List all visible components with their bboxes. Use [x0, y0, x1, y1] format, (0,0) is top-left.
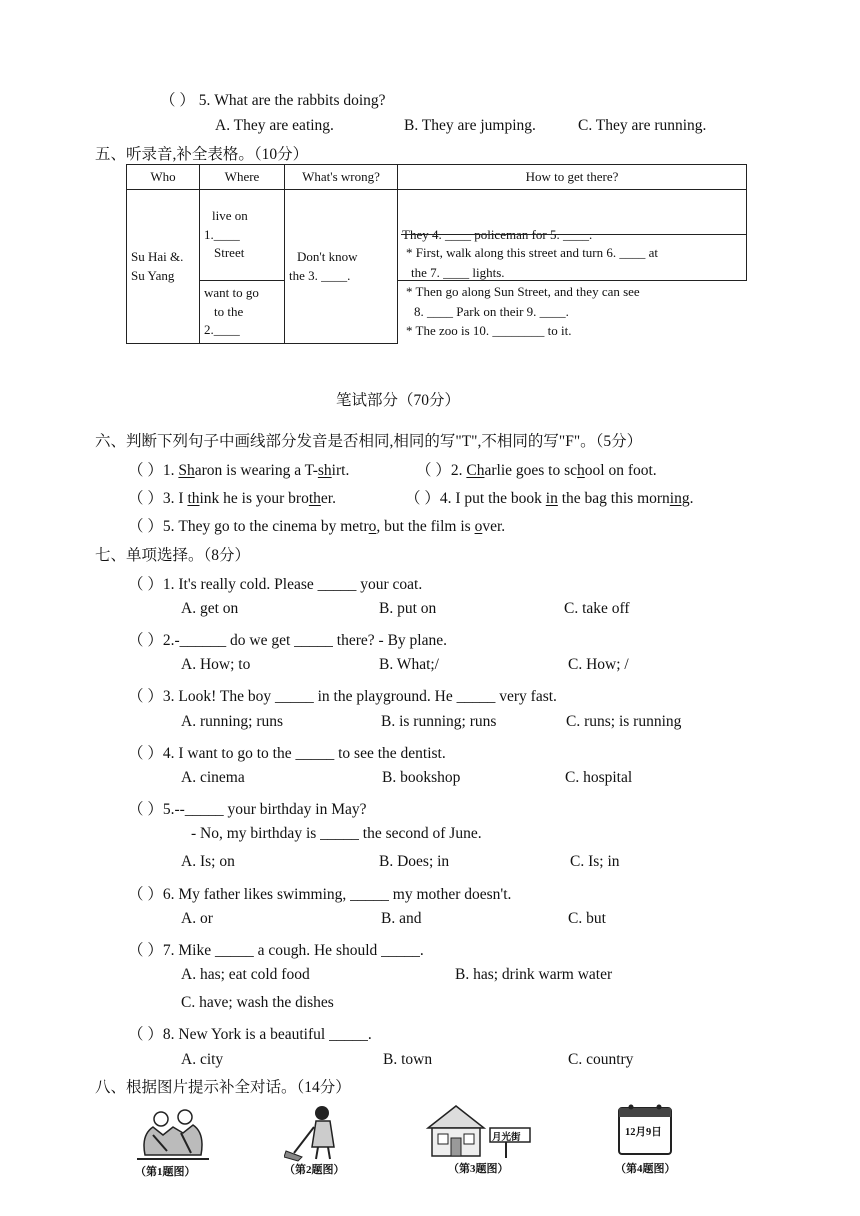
mc-q1: （ ）1. It's really cold. Please _____ your coat. [128, 576, 423, 593]
section8-title: 八、根据图片提示补全对话。（14分） [95, 1079, 351, 1096]
mc-q5-a: A. Is; on [181, 853, 235, 870]
mc-q3: （ ）3. Look! The boy _____ in the playground. He _____ very fast. [128, 688, 557, 705]
option-b: B. They are jumping. [404, 117, 536, 134]
option-c: C. They are running. [578, 117, 707, 134]
mc-q8-a: A. city [181, 1051, 224, 1068]
mc-q4: （ ）4. I want to go to the _____ to see the dentist. [128, 745, 446, 762]
option-a: A. They are eating. [215, 117, 334, 134]
mc-q6: （ ）6. My father likes swimming, _____ my mother doesn't. [128, 886, 512, 903]
caption-2: （第2题图） [284, 1164, 345, 1176]
mc-q3-a: A. running; runs [181, 713, 284, 730]
section6-row1: （ ）1. Sharon is wearing a T-shirt. [128, 462, 350, 479]
mc-q1-c: C. take off [564, 600, 630, 617]
mc-q6-b: B. and [381, 910, 422, 927]
answer-paren: （ ） [160, 92, 195, 109]
mc-q2-c: C. How; / [568, 656, 629, 673]
sweeping-girl-icon [284, 1103, 354, 1163]
mc-q1-b: B. put on [379, 600, 437, 617]
picture-2 [284, 1103, 354, 1177]
picture-3 [422, 1102, 534, 1176]
mc-q7-b: B. has; drink warm water [455, 966, 613, 983]
people-icon [133, 1105, 213, 1163]
mc-q5-c: C. Is; in [570, 853, 620, 870]
cell-how-bottom-text: * First, walk along this street and turn 6. ____ at the 7. ____ lights. * Then go along Sun Street, and they can see 8. ____ Park on their 9. ____. * The zoo is 10. ________ to it. [401, 234, 747, 353]
mc-q5-b: B. Does; in [379, 853, 450, 870]
mc-q3-b: B. is running; runs [381, 713, 497, 730]
mc-q7: （ ）7. Mike _____ a cough. He should _____. [128, 942, 424, 959]
section6-q3: （ ）3. I think he is your brother. [128, 490, 336, 507]
mc-q8-c: C. country [568, 1051, 634, 1068]
cell-who: Su Hai &. Su Yang [127, 190, 200, 344]
section6-q5: （ ）5. They go to the cinema by metro, but the film is over. [128, 518, 506, 535]
mc-q4-c: C. hospital [565, 769, 633, 786]
header-how: How to get there? [398, 165, 747, 190]
section6-q2: （ ）2. Charlie goes to school on foot. [416, 462, 657, 479]
header-where: Where [200, 165, 285, 190]
section5-title: 五、听录音,补全表格。（10分） [95, 146, 309, 163]
mc-q2: （ ）2.-______ do we get _____ there? - By plane. [128, 632, 447, 649]
written-title: 笔试部分（70分） [336, 392, 461, 409]
listening-q5 [160, 88, 386, 110]
header-who: Who [127, 165, 200, 190]
cell-how-top: They 4. ____ policeman for 5. ____. [398, 190, 747, 281]
picture-1 [133, 1105, 213, 1177]
section6-title: 六、判断下列句子中画线部分发音是否相同,相同的写"T",不相同的写"F"。（5分） [95, 433, 643, 450]
mc-q4-b: B. bookshop [382, 769, 461, 786]
mc-q7-c: C. have; wash the dishes [181, 994, 334, 1011]
cell-where-top: live on 1.____ Street [200, 190, 285, 281]
section7-title: 七、单项选择。（8分） [95, 547, 251, 564]
mc-q4-a: A. cinema [181, 769, 245, 786]
mc-q1-a: A. get on [181, 600, 239, 617]
mc-q2-a: A. How; to [181, 656, 251, 673]
mc-q8: （ ）8. New York is a beautiful _____. [128, 1026, 372, 1043]
mc-q7-a: A. has; eat cold food [181, 966, 310, 983]
mc-q6-a: A. or [181, 910, 213, 927]
mc-q3-c: C. runs; is running [566, 713, 682, 730]
picture-4 [615, 1102, 685, 1176]
mc-q6-c: C. but [568, 910, 606, 927]
mc-q5: （ ）5.--_____ your birthday in May? [128, 801, 367, 818]
cell-where-bottom: want to go to the 2.____ [200, 281, 285, 344]
caption-3: （第3题图） [448, 1163, 509, 1175]
question-text: 5. What are the rabbits doing? [198, 92, 386, 109]
caption-1: （第1题图） [135, 1166, 196, 1178]
caption-4: （第4题图） [615, 1163, 676, 1175]
cell-wrong: Don't know the 3. ____. [285, 190, 398, 344]
mc-q8-b: B. town [383, 1051, 433, 1068]
header-wrong: What's wrong? [285, 165, 398, 190]
street-sign: 月光街 [492, 1133, 521, 1143]
section6-q4: （ ）4. I put the book in the bag this morning. [405, 490, 694, 507]
mc-q5-text2: - No, my birthday is _____ the second of June. [191, 825, 482, 842]
calendar-date: 12月9日 [625, 1127, 662, 1138]
mc-q2-b: B. What;/ [379, 656, 439, 673]
